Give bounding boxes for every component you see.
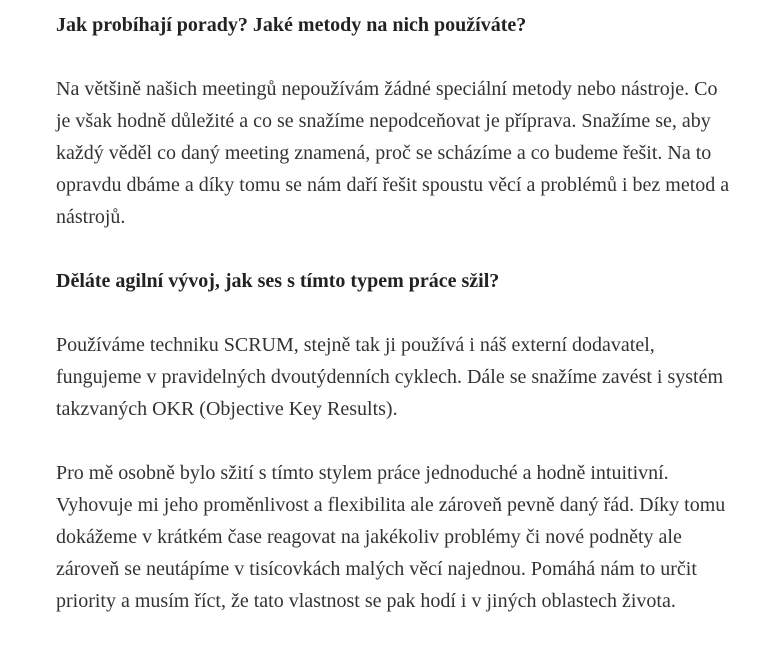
answer-paragraph-scrum: Používáme techniku SCRUM, stejně tak ji používá i náš externí dodavatel, fungujeme v pravidelných dvoutýdenních cyklech. Dále se snažíme zavést i systém takzvaných OKR (Objective Key Results). [56, 334, 724, 420]
answer-paragraph-personal: Pro mě osobně bylo sžití s tímto stylem práce jednoduché a hodně intuitivní. Vyhovuje mi jeho proměnlivost a flexibilita ale zároveň pevně daný řád. Díky tomu dokážeme v krátkém čase reagovat na jakékoliv problémy či nové podněty ale zároveň se neutápíme v tisícovkách malých věcí najednou. Pomáhá nám to určit priority a musím říct, že tato vlastnost se pak hodí i v jiných oblastech života. [56, 462, 726, 612]
question-heading-meetings: Jak probíhají porady? Jaké metody na nich používáte? [56, 14, 527, 36]
answer-paragraph-meetings: Na většině našich meetingů nepoužívám žádné speciální metody nebo nástroje. Co je však hodně důležité a co se snažíme nepodceňovat je příprava. Snažíme se, aby každý věděl co daný meeting znamená, proč se scházíme a co budeme řešit. Na to opravdu dbáme a díky tomu se nám daří řešit spoustu věcí a problémů i bez metod a nástrojů. [56, 78, 730, 228]
question-heading-agile: Děláte agilní vývoj, jak ses s tímto typem práce sžil? [56, 270, 500, 292]
